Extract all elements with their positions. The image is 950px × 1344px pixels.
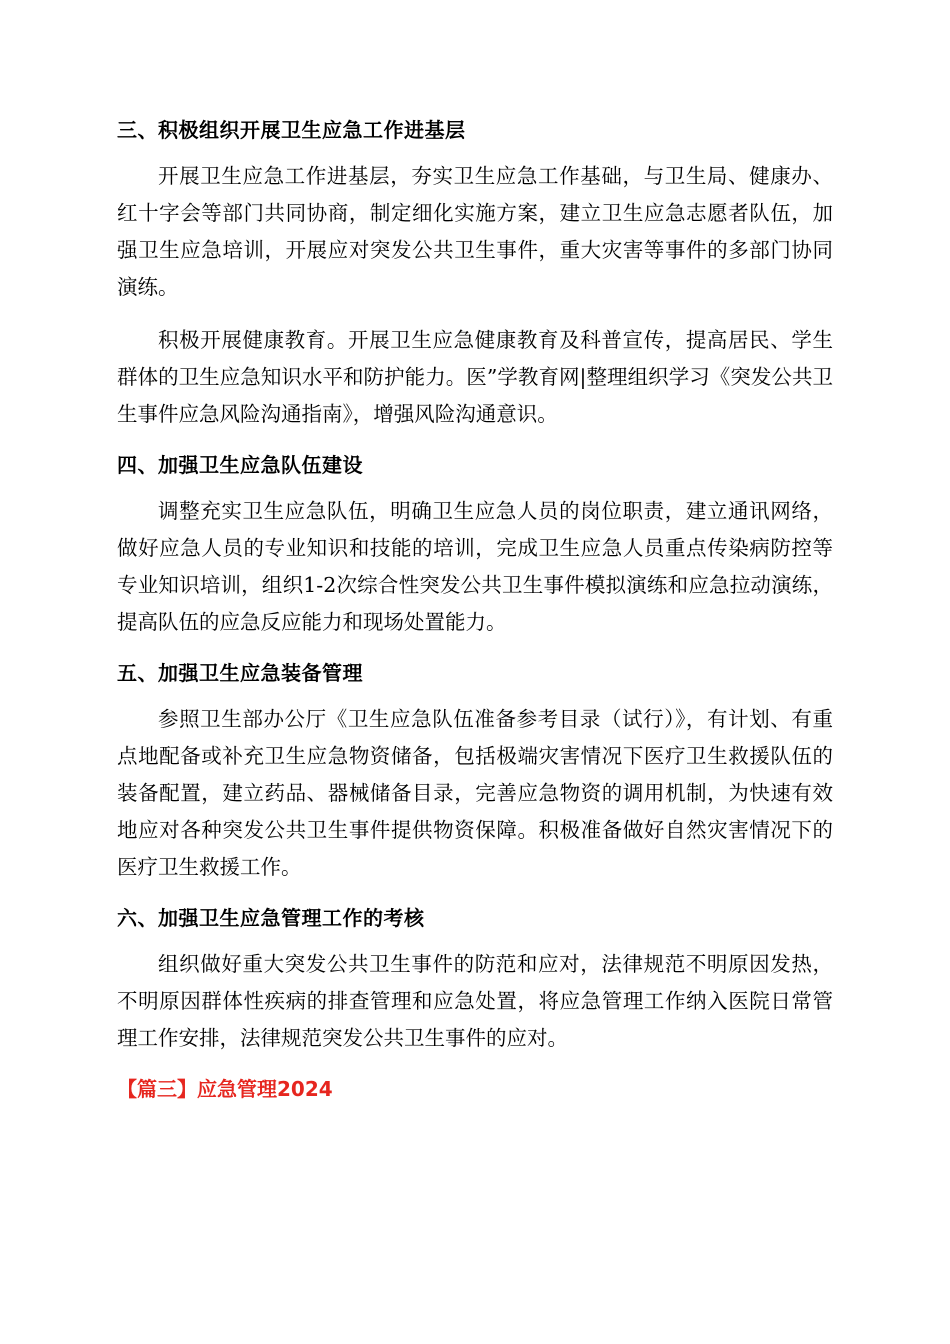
section-heading: 六、加强卫生应急管理工作的考核 (117, 906, 425, 930)
section-heading: 五、加强卫生应急装备管理 (117, 661, 363, 685)
section-3 (117, 114, 833, 433)
paragraph: 积极开展健康教育。开展卫生应急健康教育及科普宣传，提高居民、学生群体的卫生应急知识水平和防护能力。医”学教育网|整理组织学习《突发公共卫生事件应急风险沟通指南》，增强风险沟通意识。 (117, 328, 833, 426)
section-5 (117, 657, 833, 886)
paragraph: 组织做好重大突发公共卫生事件的防范和应对，法律规范不明原因发热，不明原因群体性疾病的排查管理和应急处置，将应急管理工作纳入医院日常管理工作安排，法律规范突发公共卫生事件的应对。 (117, 952, 833, 1050)
paragraph: 参照卫生部办公厅《卫生应急队伍准备参考目录（试行）》，有计划、有重点地配备或补充卫生应急物资储备，包括极端灾害情况下医疗卫生救援队伍的装备配置，建立药品、器械储备目录，完善应急物资的调用机制，为快速有效地应对各种突发公共卫生事件提供物资保障。积极准备做好自然灾害情况下的医疗卫生救援工作。 (117, 707, 833, 879)
section-4 (117, 449, 833, 641)
paragraph: 开展卫生应急工作进基层，夯实卫生应急工作基础，与卫生局、健康办、红十字会等部门共同协商，制定细化实施方案，建立卫生应急志愿者队伍，加强卫生应急培训，开展应对突发公共卫生事件，重大灾害等事件的多部门协同演练。 (117, 164, 833, 299)
section-heading: 四、加强卫生应急队伍建设 (117, 453, 363, 477)
paragraph: 调整充实卫生应急队伍，明确卫生应急人员的岗位职责，建立通讯网络，做好应急人员的专业知识和技能的培训，完成卫生应急人员重点传染病防控等专业知识培训，组织1-2次综合性突发公共卫生事件模拟演练和应急拉动演练，提高队伍的应急反应能力和现场处置能力。 (117, 499, 833, 634)
document-body (117, 114, 833, 1105)
section-heading: 三、积极组织开展卫生应急工作进基层 (117, 118, 466, 142)
next-part-heading: 【篇三】应急管理2024 (117, 1077, 333, 1101)
section-6 (117, 902, 833, 1057)
